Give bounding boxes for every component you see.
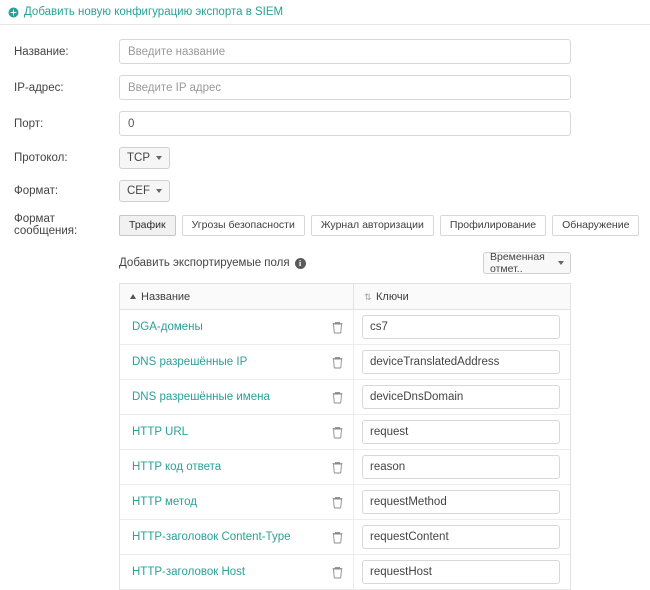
field-name-link[interactable]: HTTP-заголовок Host: [132, 566, 246, 578]
row-key-cell: [354, 455, 570, 479]
sort-asc-icon: [130, 294, 136, 299]
field-key-input[interactable]: [362, 420, 560, 444]
field-key-input[interactable]: [362, 560, 560, 584]
add-link-label: Добавить новую конфигурацию экспорта в SIEM: [24, 6, 284, 18]
protocol-select-value: TCP: [127, 152, 150, 164]
port-input[interactable]: [119, 111, 571, 136]
table-row: [120, 415, 570, 450]
tab-profiling[interactable]: Профилирование: [440, 215, 546, 236]
trash-icon[interactable]: [332, 566, 343, 578]
field-name-link[interactable]: DNS разрешённые имена: [132, 391, 270, 403]
name-input[interactable]: [119, 39, 571, 64]
row-name-cell: [120, 380, 354, 414]
column-header-key-label: Ключи: [376, 290, 409, 303]
table-row: [120, 555, 570, 590]
table-row: [120, 345, 570, 380]
ip-address-input[interactable]: [119, 75, 571, 100]
tab-auth-log[interactable]: Журнал авторизации: [311, 215, 434, 236]
field-name-link[interactable]: HTTP-заголовок Content-Type: [132, 531, 291, 543]
format-select[interactable]: [119, 180, 170, 202]
table-row: [120, 310, 570, 345]
chevron-down-icon: [156, 156, 162, 160]
tab-detection[interactable]: Обнаружение: [552, 215, 639, 236]
field-key-input[interactable]: [362, 385, 560, 409]
config-form: [0, 25, 650, 590]
row-name-cell: [120, 415, 354, 449]
export-fields-header: [119, 251, 571, 275]
format-select-value: CEF: [127, 185, 150, 197]
plus-circle-icon: [8, 7, 19, 18]
form-row-protocol: [0, 147, 650, 169]
table-row: [120, 485, 570, 520]
row-name-cell: [120, 345, 354, 379]
label-format: Формат:: [14, 185, 59, 197]
label-message-format: Формат сообщения:: [14, 213, 78, 237]
field-key-input[interactable]: [362, 350, 560, 374]
field-name-link[interactable]: HTTP код ответа: [132, 461, 222, 473]
row-key-cell: [354, 420, 570, 444]
add-export-fields-label: Добавить экспортируемые поля: [119, 257, 290, 269]
form-row-port: [0, 111, 650, 136]
tab-security-threats[interactable]: Угрозы безопасности: [182, 215, 305, 236]
table-row: [120, 450, 570, 485]
page-header: [0, 0, 650, 25]
trash-icon[interactable]: [332, 321, 343, 333]
trash-icon[interactable]: [332, 356, 343, 368]
timestamp-select-value: Временная отмет..: [490, 251, 545, 275]
field-key-input[interactable]: [362, 490, 560, 514]
field-name-link[interactable]: DGA-домены: [132, 321, 203, 333]
table-row: [120, 520, 570, 555]
column-header-name[interactable]: [120, 284, 354, 309]
form-row-ip: [0, 75, 650, 100]
trash-icon[interactable]: [332, 426, 343, 438]
field-name-link[interactable]: HTTP URL: [132, 426, 189, 438]
field-key-input[interactable]: [362, 455, 560, 479]
row-name-cell: [120, 520, 354, 554]
add-siem-export-config-link[interactable]: [8, 6, 283, 18]
row-name-cell: [120, 310, 354, 344]
label-ip: IP-адрес:: [14, 81, 64, 94]
label-port: Порт:: [14, 117, 44, 130]
row-key-cell: [354, 560, 570, 584]
form-row-format: [0, 180, 650, 202]
table-row: [120, 380, 570, 415]
message-format-tabs: [119, 215, 645, 236]
form-row-message-format: [0, 213, 650, 237]
field-name-link[interactable]: DNS разрешённые IP: [132, 356, 248, 368]
field-key-input[interactable]: [362, 525, 560, 549]
timestamp-select[interactable]: [483, 252, 571, 274]
row-name-cell: [120, 485, 354, 519]
label-name: Название:: [14, 45, 69, 58]
field-key-input[interactable]: [362, 315, 560, 339]
row-key-cell: [354, 350, 570, 374]
info-icon[interactable]: i: [295, 258, 306, 269]
trash-icon[interactable]: [332, 391, 343, 403]
table-header-row: [120, 284, 570, 310]
tab-traffic[interactable]: Трафик: [119, 215, 176, 236]
row-name-cell: [120, 555, 354, 589]
row-key-cell: [354, 525, 570, 549]
trash-icon[interactable]: [332, 496, 343, 508]
row-key-cell: [354, 490, 570, 514]
trash-icon[interactable]: [332, 461, 343, 473]
row-key-cell: [354, 315, 570, 339]
export-fields-table: [119, 283, 571, 590]
trash-icon[interactable]: [332, 531, 343, 543]
field-name-link[interactable]: HTTP метод: [132, 496, 197, 508]
label-protocol: Протокол:: [14, 152, 68, 164]
sort-both-icon: ⇅: [364, 291, 372, 302]
form-row-name: [0, 39, 650, 64]
chevron-down-icon: [156, 189, 162, 193]
row-name-cell: [120, 450, 354, 484]
column-header-key[interactable]: [354, 284, 570, 309]
export-fields-panel: [119, 251, 571, 590]
column-header-name-label: Название: [141, 290, 191, 303]
add-export-fields[interactable]: [119, 257, 306, 269]
row-key-cell: [354, 385, 570, 409]
protocol-select[interactable]: [119, 147, 170, 169]
chevron-down-icon: [558, 261, 564, 265]
